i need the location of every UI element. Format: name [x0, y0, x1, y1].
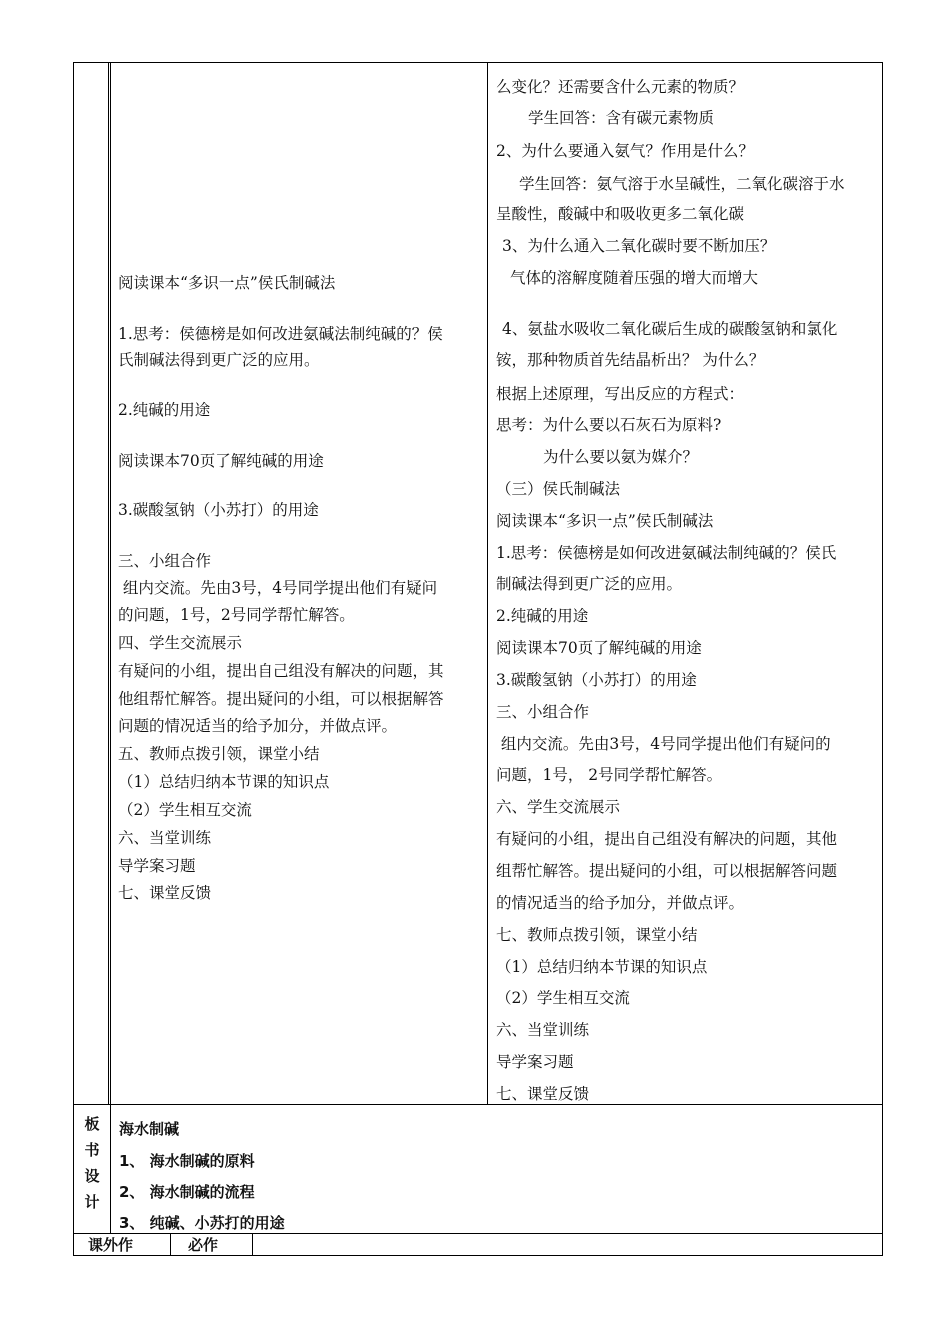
right-line: 有疑问的小组，提出自己组没有解决的问题，其他 [496, 830, 838, 848]
right-line: 3.碳酸氢钠（小苏打）的用途 [496, 671, 697, 689]
board-label-char: 板 [84, 1115, 100, 1133]
right-line: 思考：为什么要以石灰石为原料? [496, 416, 722, 434]
middle-line: 3.碳酸氢钠（小苏打）的用途 [118, 501, 319, 519]
middle-line: 五、教师点拨引领，课堂小结 [118, 745, 320, 763]
right-line: 3、为什么通入二氧化碳时要不断加压？ [502, 237, 776, 255]
right-line: 气体的溶解度随着压强的增大而增大 [510, 269, 759, 287]
homework-required-label: 必作 [188, 1236, 219, 1254]
right-line: 七、课堂反馈 [496, 1085, 590, 1103]
right-line: 制碱法得到更广泛的应用。 [496, 575, 683, 593]
middle-line: 阅读课本70页了解纯碱的用途 [118, 452, 324, 470]
right-line: （1）总结归纳本节课的知识点 [496, 958, 708, 976]
board-label-char: 设 [84, 1167, 100, 1185]
right-line: 铵，那种物质首先结晶析出？ 为什么？ [496, 351, 765, 369]
middle-line: 三、小组合作 [118, 552, 212, 570]
board-line: 2、 海水制碱的流程 [119, 1183, 255, 1201]
right-line: 组帮忙解答。提出疑问的小组，可以根据解答问题 [496, 862, 838, 880]
board-line: 3、 纯碱、小苏打的用途 [119, 1214, 285, 1232]
middle-right-divider [487, 62, 488, 1104]
right-line: （三）侯氏制碱法 [496, 480, 621, 498]
right-line: 阅读课本70页了解纯碱的用途 [496, 639, 702, 657]
middle-line: 四、学生交流展示 [118, 634, 243, 652]
right-line: 阅读课本“多识一点”侯氏制碱法 [496, 512, 714, 530]
right-line: 组内交流。先由3号，4号同学提出他们有疑问的 [496, 735, 831, 753]
homework-divider-2 [252, 1233, 253, 1255]
middle-line: 七、课堂反馈 [118, 884, 212, 902]
narrow-column-divider [108, 62, 109, 1104]
middle-line: 问题的情况适当的给予加分，并做点评。 [118, 717, 398, 735]
middle-line: 有疑问的小组，提出自己组没有解决的问题，其 [118, 662, 444, 680]
right-line: 学生回答：含有碳元素物质 [528, 109, 715, 127]
right-line: 学生回答：氨气溶于水呈碱性，二氧化碳溶于水 [519, 175, 845, 193]
right-line: 导学案习题 [496, 1053, 574, 1071]
middle-line: 导学案习题 [118, 857, 196, 875]
middle-line: 六、当堂训练 [118, 829, 212, 847]
right-line: 根据上述原理，写出反应的方程式： [496, 385, 745, 403]
right-line: 三、小组合作 [496, 703, 590, 721]
table-right-border [882, 62, 883, 1256]
right-line: 呈酸性，酸碱中和吸收更多二氧化碳 [496, 205, 745, 223]
board-label-char: 计 [84, 1193, 100, 1211]
right-line: 六、当堂训练 [496, 1021, 590, 1039]
right-line: 七、教师点拨引领，课堂小结 [496, 926, 698, 944]
board-line: 1、 海水制碱的原料 [119, 1152, 255, 1170]
middle-line: 2.纯碱的用途 [118, 401, 211, 419]
right-line: 1.思考：侯德榜是如何改进氨碱法制纯碱的？侯氏 [496, 544, 837, 562]
middle-line: 他组帮忙解答。提出疑问的小组，可以根据解答 [118, 690, 444, 708]
right-line: 2.纯碱的用途 [496, 607, 589, 625]
middle-line: （2）学生相互交流 [118, 801, 252, 819]
table-left-border [73, 62, 74, 1256]
right-line: （2）学生相互交流 [496, 989, 630, 1007]
right-line: 4、氨盐水吸收二氧化碳后生成的碳酸氢钠和氯化 [502, 320, 838, 338]
right-line: 的情况适当的给予加分，并做点评。 [496, 894, 745, 912]
right-line: 2、为什么要通入氨气？作用是什么？ [496, 142, 754, 160]
board-label-char: 书 [84, 1141, 100, 1159]
homework-label: 课外作 [88, 1236, 134, 1254]
right-line: 么变化？还需要含什么元素的物质？ [496, 78, 745, 96]
middle-line: 氏制碱法得到更广泛的应用。 [118, 351, 320, 369]
middle-line: 组内交流。先由3号，4号同学提出他们有疑问 [118, 579, 438, 597]
middle-line: 1.思考：侯德榜是如何改进氨碱法制纯碱的？侯 [118, 325, 443, 343]
middle-line: 的问题，1号，2号同学帮忙解答。 [118, 606, 355, 624]
right-line: 问题，1号， 2号同学帮忙解答。 [496, 766, 723, 784]
homework-section-divider [73, 1233, 883, 1234]
board-section-divider [73, 1104, 883, 1105]
label-column-divider [110, 62, 111, 1233]
middle-line: 阅读课本“多识一点”侯氏制碱法 [118, 274, 336, 292]
table-top-border [73, 62, 883, 63]
homework-divider-1 [170, 1233, 171, 1255]
middle-line: （1）总结归纳本节课的知识点 [118, 773, 330, 791]
right-line: 为什么要以氨为媒介？ [543, 448, 699, 466]
table-bottom-border [73, 1255, 883, 1256]
board-line: 海水制碱 [119, 1120, 180, 1138]
right-line: 六、学生交流展示 [496, 798, 621, 816]
